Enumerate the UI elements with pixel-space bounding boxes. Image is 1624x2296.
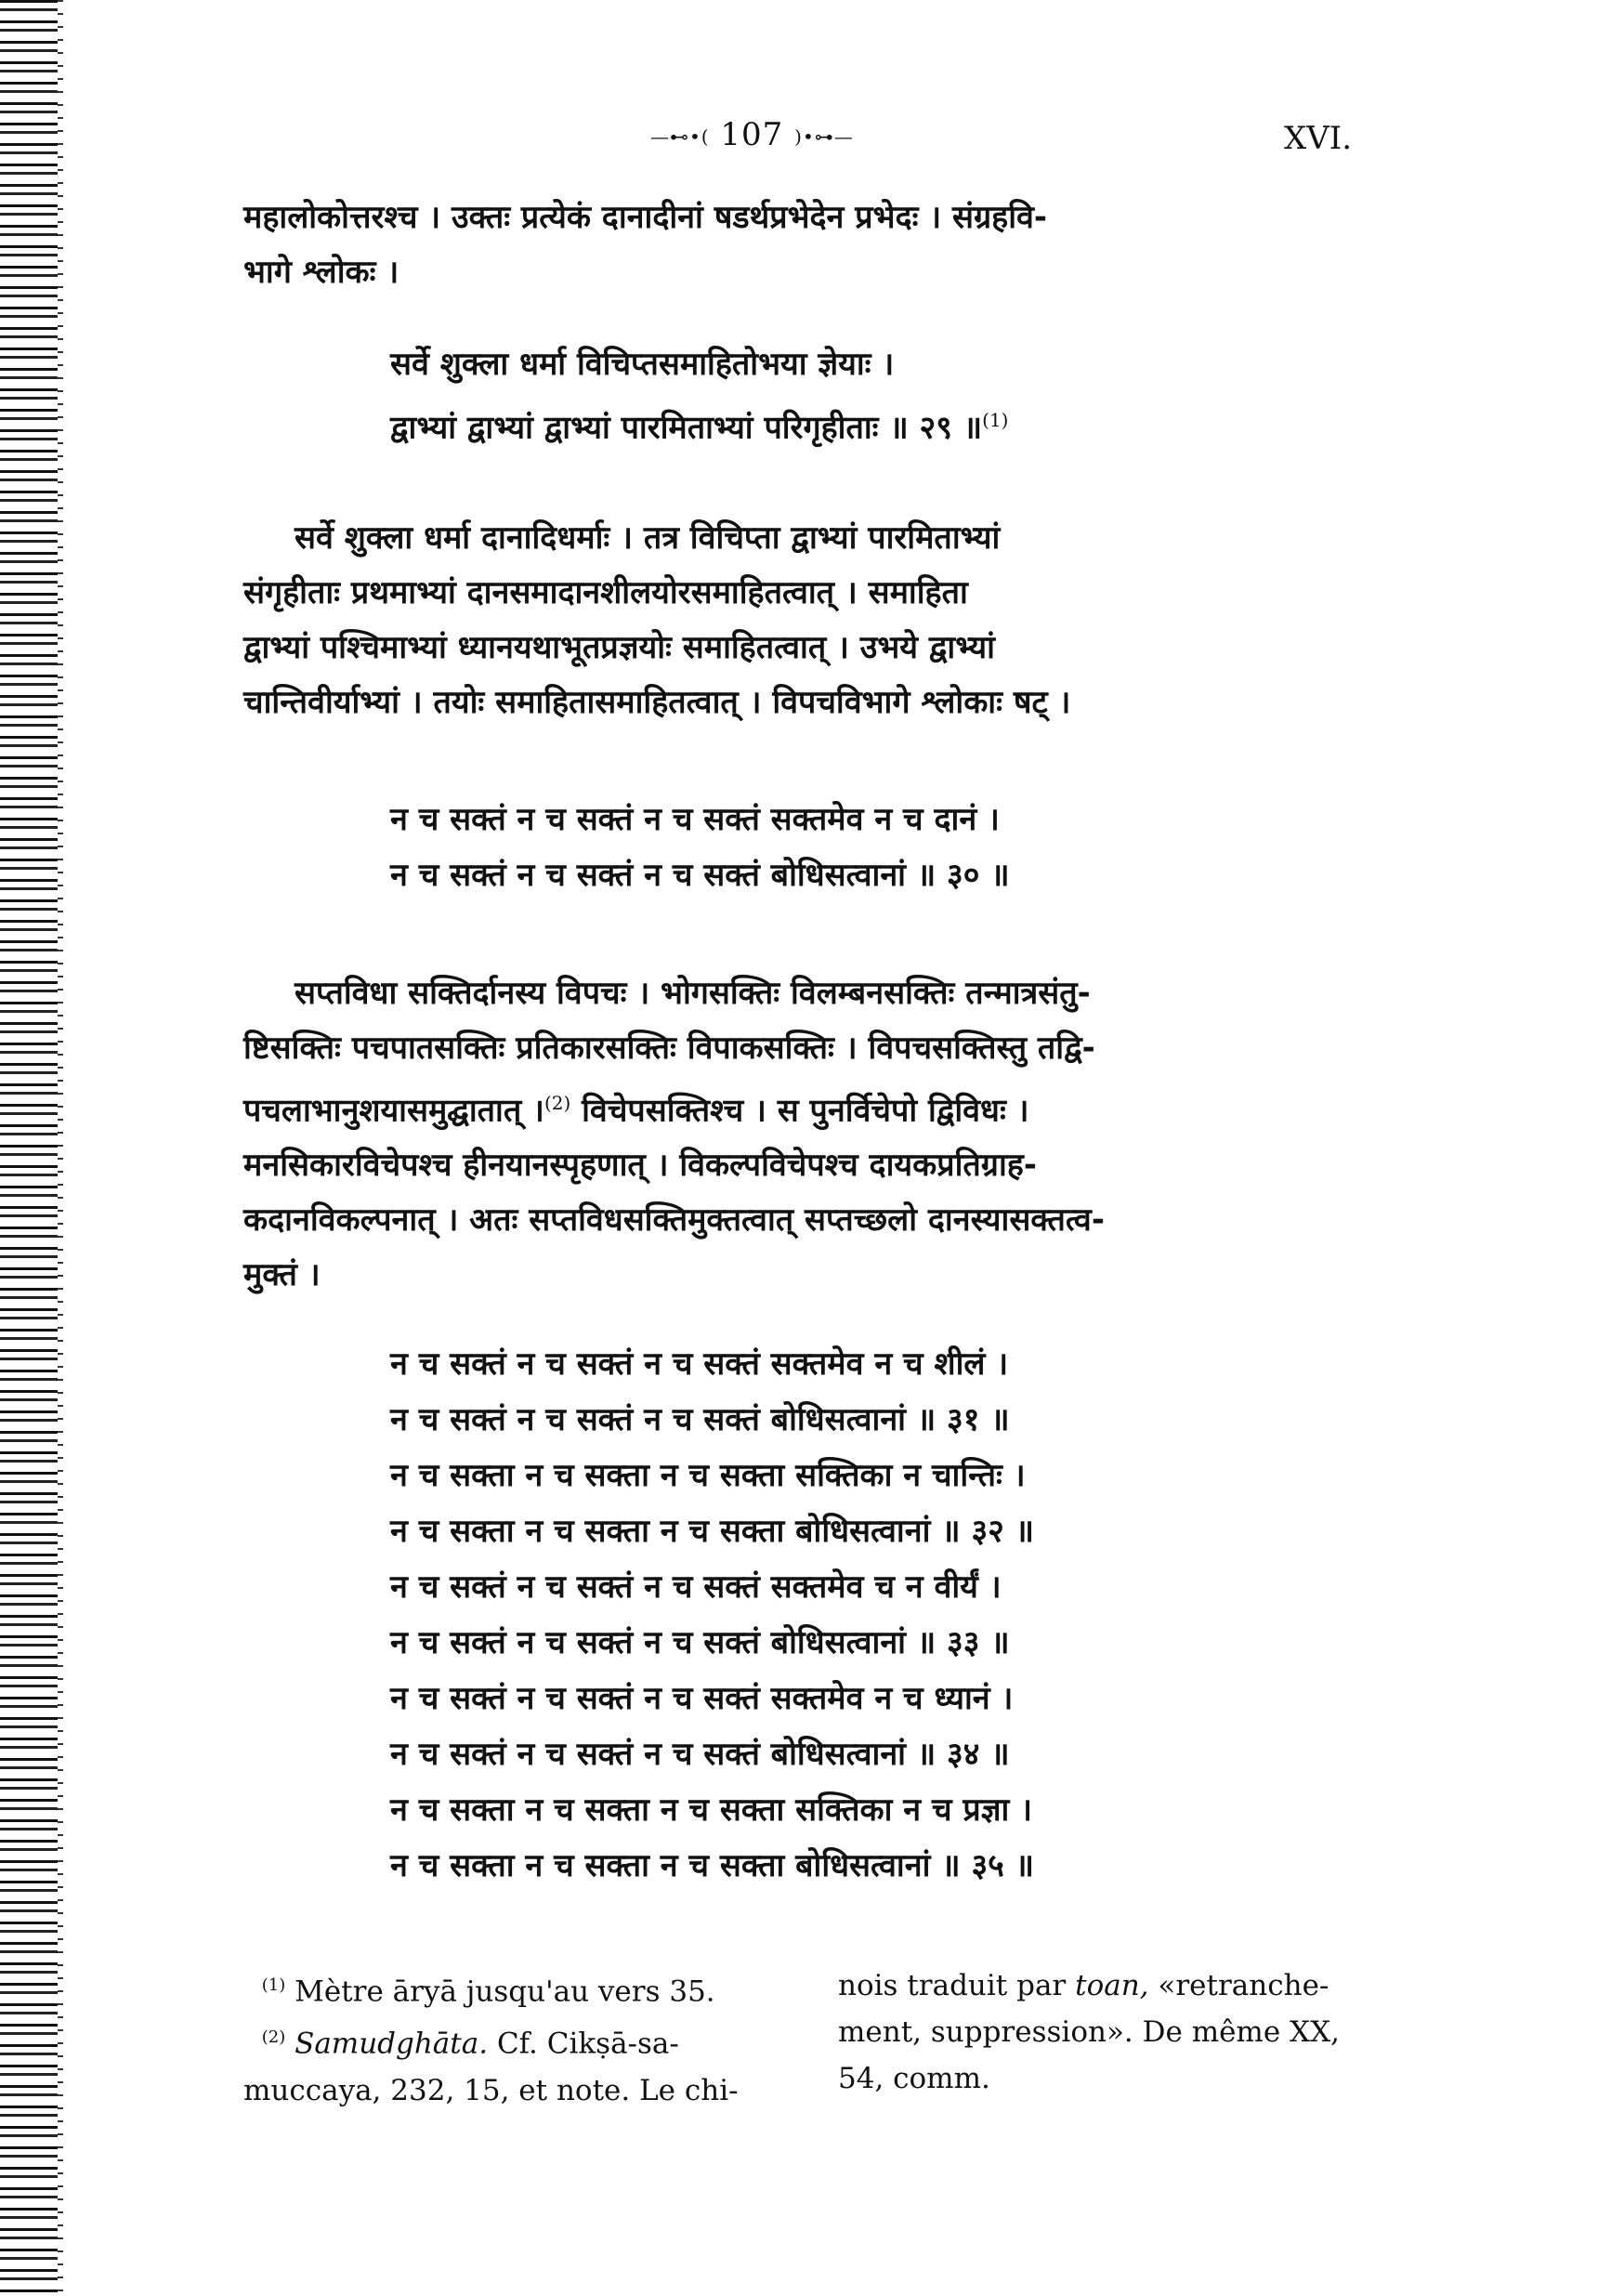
binding-shadow (58, 0, 63, 2296)
commentary-line: सर्वे शुक्ला धर्मा दानादिधर्माः । तत्र विचिप्ता द्वाभ्यां पारमिताभ्यां (295, 519, 1001, 557)
commentary-line: मनसिकारविचेपश्च हीनयानस्पृहणात् । विकल्पविचेपश्च दायकप्रतिग्राह- (243, 1147, 1037, 1185)
footnote-2: $^{(2)}$ Samudghāta. Cf. Cikṣā-sa- (261, 2027, 679, 2061)
verse-line: न च सक्तं न च सक्तं न च सक्तं बोधिसत्वानां ॥ ३३ ॥ (390, 1624, 1010, 1661)
intro-line: भागे श्लोकः । (243, 254, 399, 291)
verse-line: न च सक्तं न च सक्तं न च सक्तं बोधिसत्वानां ॥ ३४ ॥ (390, 1736, 1010, 1773)
verses-31-35 (390, 1336, 1034, 1894)
commentary-line: पचलाभानुशयासमुद्घातात् ।$^{(2)}$ विचेपसक्तिश्च । स पुनर्विचेपो द्विविधः । (243, 1092, 1029, 1130)
verse-line: न च सक्ता न च सक्ता न च सक्ता बोधिसत्वानां ॥ ३५ ॥ (390, 1847, 1035, 1884)
verse-line: न च सक्तं न च सक्तं न च सक्तं सक्तमेव न च ध्यानं । (390, 1680, 1014, 1717)
commentary-line: चान्तिवीर्याभ्यां । तयोः समाहितासमाहितत्वात् । विपचविभागे श्लोकाः षट् । (243, 684, 1071, 721)
section-number: XVI. (1284, 120, 1352, 157)
intro-paragraph (243, 190, 1358, 300)
verse-line: न च सक्तं न च सक्तं न च सक्तं सक्तमेव न च दानं । (390, 801, 1000, 838)
commentary-line: द्वाभ्यां पश्चिमाभ्यां ध्यानयथाभूतप्रज्ञयोः समाहितत्वात् । उभये द्वाभ्यां (243, 629, 995, 666)
commentary-line: कदानविकल्पनात् । अतः सप्तविधसक्तिमुक्तत्वात् सप्तच्छलो दानस्यासक्तत्व- (243, 1201, 1105, 1240)
footnote-2-cont: 54, comm. (838, 2062, 990, 2095)
footnote-2-cont: nois traduit par toan, «retranche- (838, 1969, 1329, 2002)
commentary-paragraph-1 (243, 511, 1358, 730)
page-header (0, 116, 1624, 172)
footnote-marker: (1) (982, 409, 1009, 431)
verse-line: न च सक्ता न च सक्ता न च सक्ता बोधिसत्वानां ॥ ३२ ॥ (390, 1513, 1035, 1550)
verse-line: न च सक्तं न च सक्तं न च सक्तं बोधिसत्वानां ॥ ३१ ॥ (390, 1401, 1010, 1438)
verse-line: न च सक्ता न च सक्ता न च सक्ता सक्तिका न च प्रज्ञा । (390, 1791, 1033, 1829)
footnotes-right-column (838, 1962, 1369, 2102)
verse-30 (390, 792, 1010, 903)
commentary-line: ष्टिसक्तिः पचपातसक्तिः प्रतिकारसक्तिः विपाकसक्तिः । विपचसक्तिस्तु तद्वि- (243, 1030, 1095, 1067)
commentary-line: सप्तविधा सक्तिर्दानस्य विपचः । भोगसक्तिः विलम्बनसक्तिः तन्मात्रसंतु- (295, 975, 1091, 1012)
verse-29 (390, 336, 1008, 455)
book-spine-edge (0, 0, 58, 2296)
footnote-1: $^{(1)}$ Mètre āryā jusqu'au vers 35. (261, 1975, 715, 2009)
verse-line: न च सक्तं न च सक्तं न च सक्तं सक्तमेव न च शीलं । (390, 1345, 1009, 1383)
ornament-right-icon: )•⊶— (794, 125, 854, 148)
intro-line: महालोकोत्तरश्च । उक्तः प्रत्येकं दानादीनां षडर्थप्रभेदेन प्रभेदः । संग्रहवि- (243, 199, 1048, 236)
verse-line: सर्वे शुक्ला धर्मा विचिप्तसमाहितोभया ज्ञेयाः । (390, 346, 895, 383)
page-number: —⊷•( 107 )•⊶— (650, 116, 854, 153)
footnote-2-cont: ment, suppression». De même XX, (838, 2015, 1341, 2049)
ornament-left-icon: —⊷•( (650, 125, 710, 148)
verse-line: द्वाभ्यां द्वाभ्यां द्वाभ्यां पारमिताभ्यां परिगृहीताः ॥ २९ ॥$^{(1)}$ (390, 409, 1009, 447)
verse-line: न च सक्तं न च सक्तं न च सक्तं बोधिसत्वानां ॥ ३० ॥ (390, 857, 1010, 894)
verse-line: न च सक्तं न च सक्तं न च सक्तं सक्तमेव च न वीर्यं । (390, 1568, 1002, 1606)
commentary-line: संगृहीताः प्रथमाभ्यां दानसमादानशीलयोरसमाहितत्वात् । समाहिता (243, 574, 968, 611)
footnote-marker: (2) (544, 1092, 571, 1114)
footnotes-left-column (243, 1962, 773, 2114)
commentary-line: मुक्तं । (243, 1256, 321, 1294)
verse-line: न च सक्ता न च सक्ता न च सक्ता सक्तिका न चान्तिः । (390, 1457, 1026, 1494)
commentary-paragraph-2 (243, 966, 1358, 1303)
footnote-2-cont: muccaya, 232, 15, et note. Le chi- (243, 2073, 739, 2107)
